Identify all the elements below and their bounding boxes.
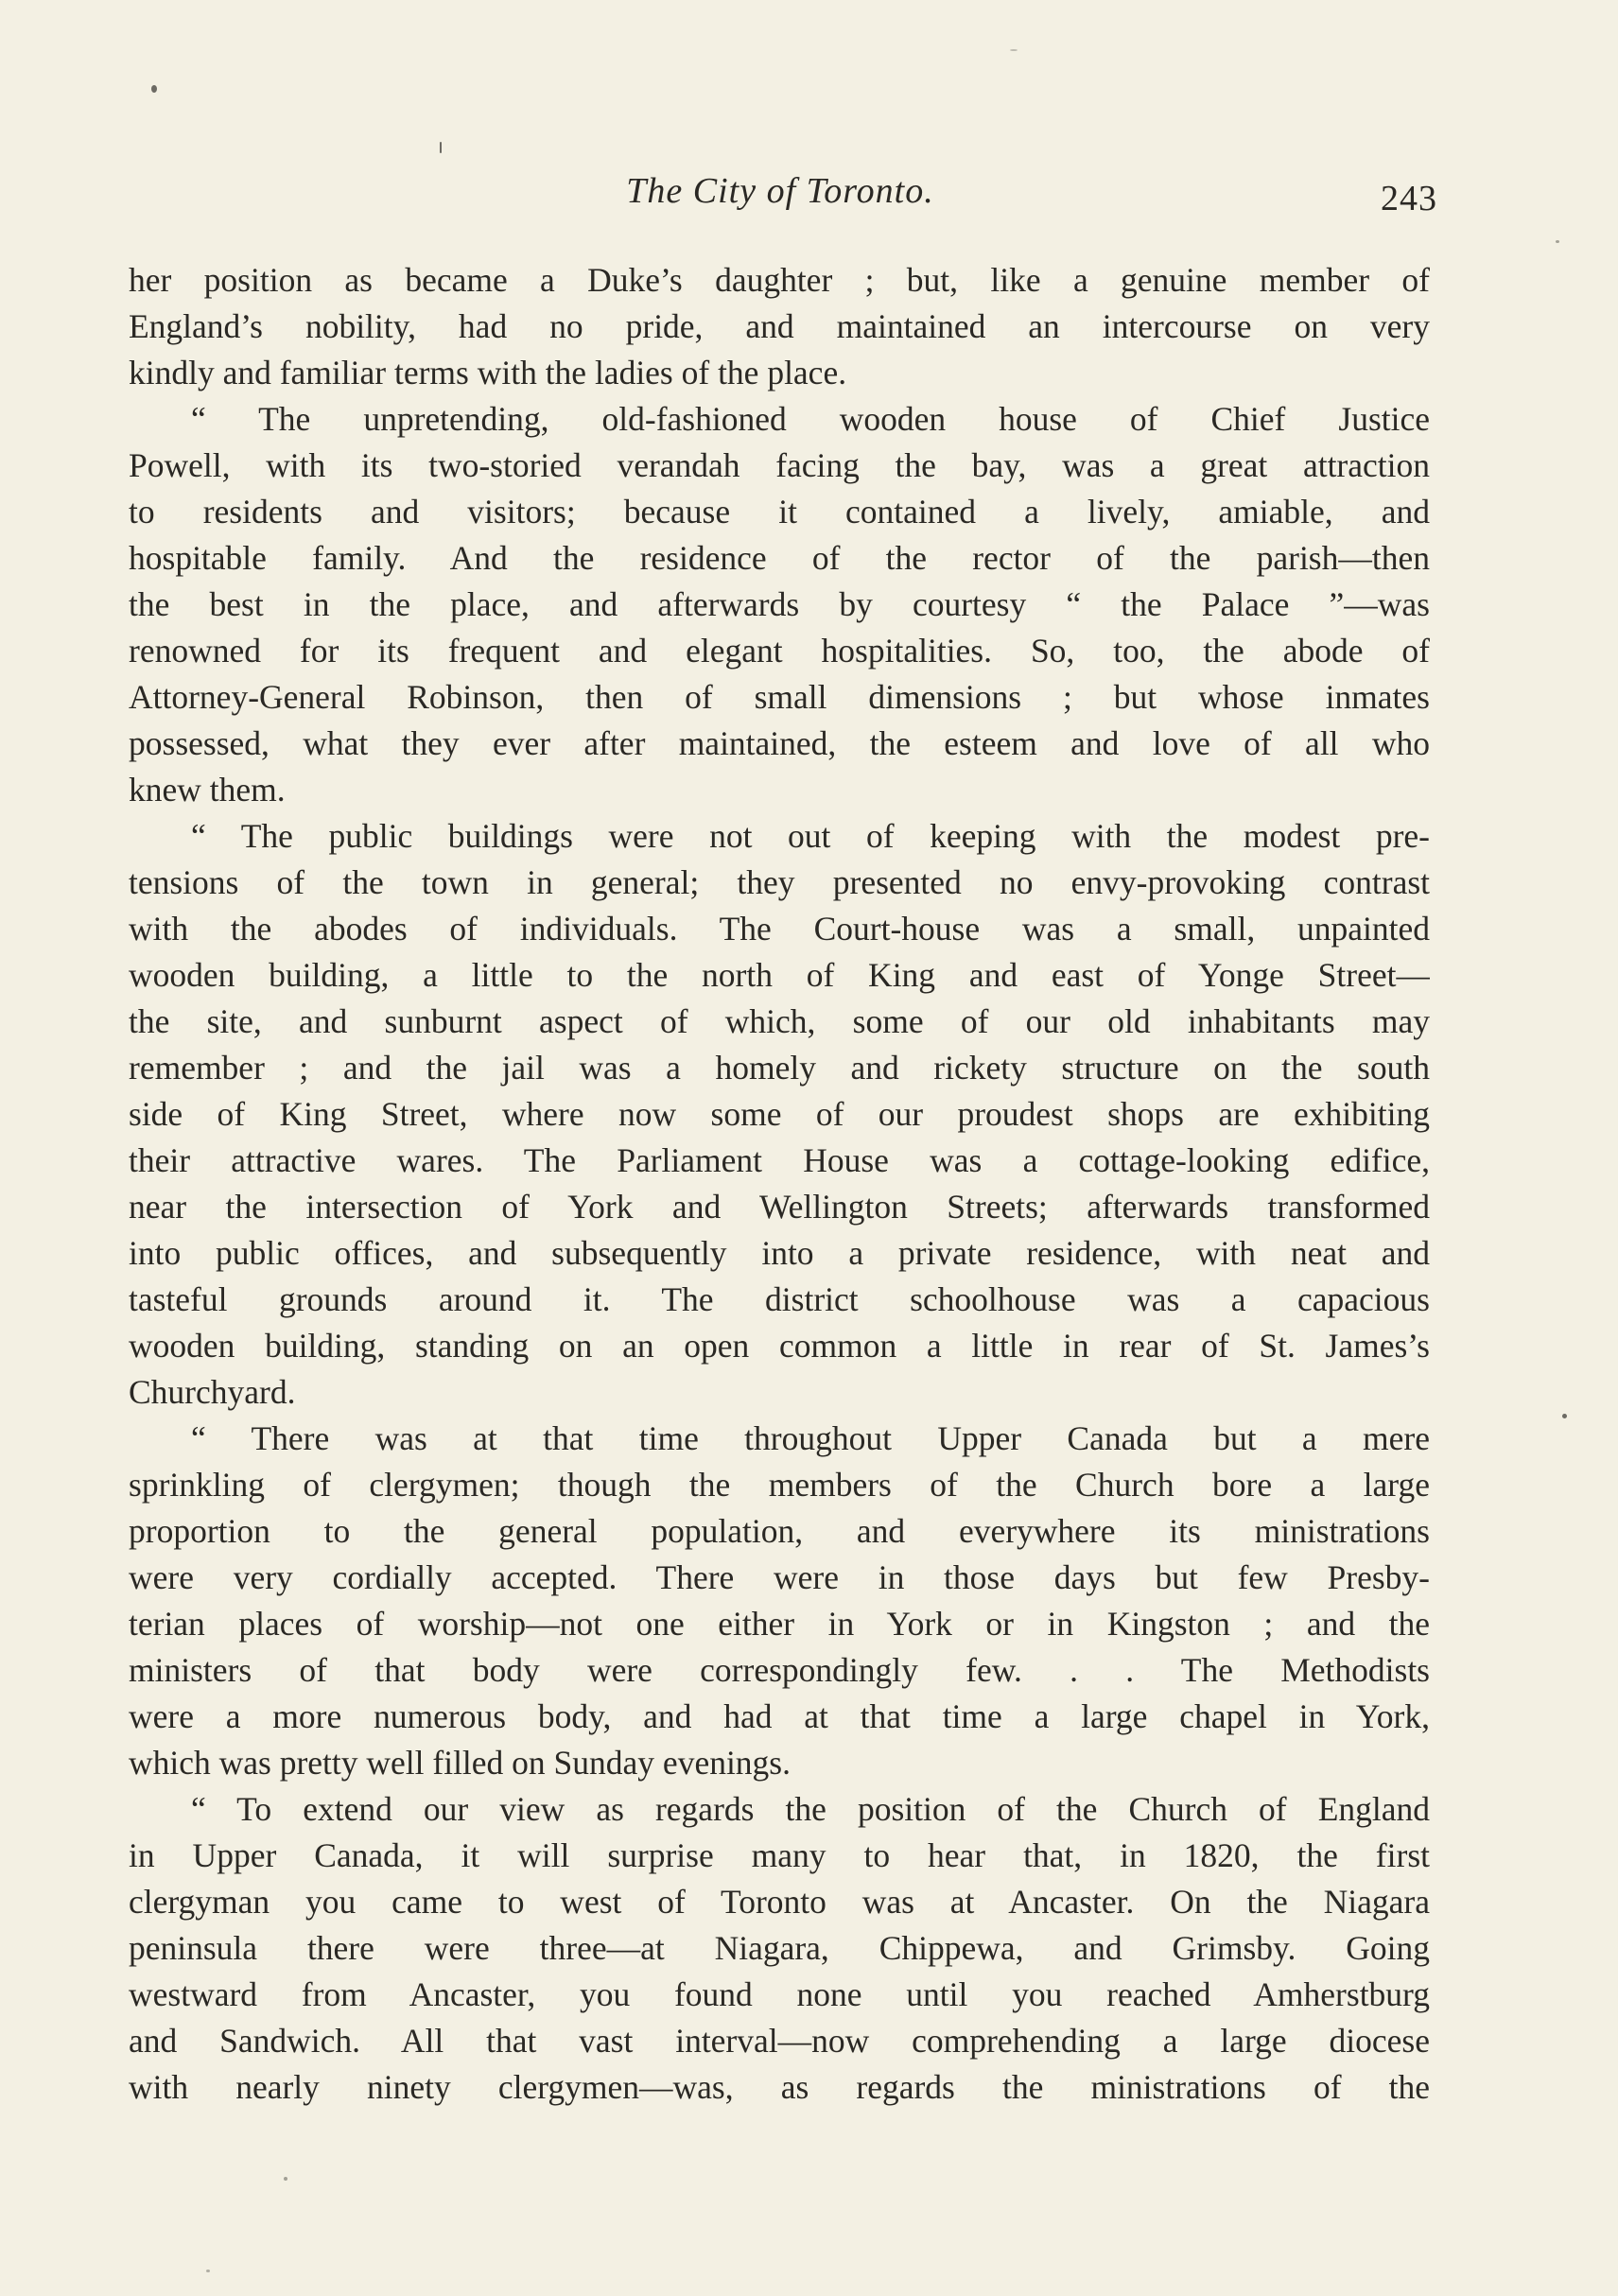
text-line: with nearly ninety clergymen—was, as regards the ministrations of the [129,2068,1430,2106]
text-line: were a more numerous body, and had at that time a large chapel in York, [129,1697,1430,1735]
text-line: the best in the place, and afterwards by courtesy “ the Palace ”—was [129,585,1430,623]
text-line: possessed, what they ever after maintained, the esteem and love of all who [129,724,1430,762]
text-line: remember ; and the jail was a homely and rickety structure on the south [129,1049,1430,1087]
running-title: The City of Toronto. [626,171,934,211]
text-line: were very cordially accepted. There were in those days but few Presby- [129,1558,1430,1596]
text-line: England’s nobility, had no pride, and maintained an intercourse on very [129,307,1430,345]
text-line: “ The unpretending, old-fashioned wooden house of Chief Justice [191,400,1430,438]
text-line: her position as became a Duke’s daughter ; but, like a genuine member of [129,261,1430,299]
text-line: side of King Street, where now some of our proudest shops are exhibiting [129,1095,1430,1133]
text-line: westward from Ancaster, you found none until you reached Amherstburg [129,1975,1430,2013]
text-line: peninsula there were three—at Niagara, Chippewa, and Grimsby. Going [129,1929,1430,1967]
text-line: proportion to the general population, and everywhere its ministrations [129,1512,1430,1550]
text-line: to residents and visitors; because it contained a lively, amiable, and [129,493,1430,531]
paper-speck [206,2270,210,2272]
text-line: “ There was at that time throughout Upper Canada but a mere [191,1419,1430,1457]
running-head [123,170,1437,227]
paper-speck [440,142,442,153]
text-line: and Sandwich. All that vast interval—now comprehending a large diocese [129,2022,1430,2060]
text-line: sprinkling of clergymen; though the members of the Church bore a large [129,1466,1430,1504]
text-line: in Upper Canada, it will surprise many to hear that, in 1820, the first [129,1836,1430,1874]
paper-speck [1556,240,1559,243]
text-line: wooden building, a little to the north of King and east of Yonge Street— [129,956,1430,994]
paper-speck [284,2177,287,2181]
text-line: knew them. [129,771,286,809]
page-number: 243 [1381,179,1437,218]
text-line: the site, and sunburnt aspect of which, some of our old inhabitants may [129,1002,1430,1040]
paper-speck [1562,1414,1567,1418]
text-line: clergyman you came to west of Toronto was at Ancaster. On the Niagara [129,1883,1430,1921]
text-line: Churchyard. [129,1373,296,1411]
text-line: terian places of worship—not one either in York or in Kingston ; and the [129,1605,1430,1643]
paper-speck [151,85,157,93]
text-line: tensions of the town in general; they presented no envy-provoking contrast [129,863,1430,901]
text-line: Powell, with its two-storied verandah facing the bay, was a great attraction [129,446,1430,484]
text-line: which was pretty well filled on Sunday evenings. [129,1744,791,1782]
text-line: tasteful grounds around it. The district schoolhouse was a capacious [129,1280,1430,1318]
text-line: “ To extend our view as regards the position of the Church of England [191,1790,1430,1828]
paper-speck [1010,49,1018,51]
text-line: renowned for its frequent and elegant hospitalities. So, too, the abode of [129,632,1430,670]
text-line: Attorney-General Robinson, then of small dimensions ; but whose inmates [129,678,1430,716]
text-line: their attractive wares. The Parliament House was a cottage-looking edifice, [129,1141,1430,1179]
text-line: “ The public buildings were not out of keeping with the modest pre- [191,817,1430,855]
body-text [129,257,1430,2111]
text-line: hospitable family. And the residence of the rector of the parish—then [129,539,1430,577]
text-line: kindly and familiar terms with the ladies of the place. [129,354,847,391]
text-line: wooden building, standing on an open common a little in rear of St. James’s [129,1327,1430,1365]
text-line: into public offices, and subsequently into a private residence, with neat and [129,1234,1430,1272]
text-line: ministers of that body were correspondingly few. . . The Methodists [129,1651,1430,1689]
text-line: near the intersection of York and Wellington Streets; afterwards transformed [129,1188,1430,1226]
text-line: with the abodes of individuals. The Court-house was a small, unpainted [129,910,1430,948]
